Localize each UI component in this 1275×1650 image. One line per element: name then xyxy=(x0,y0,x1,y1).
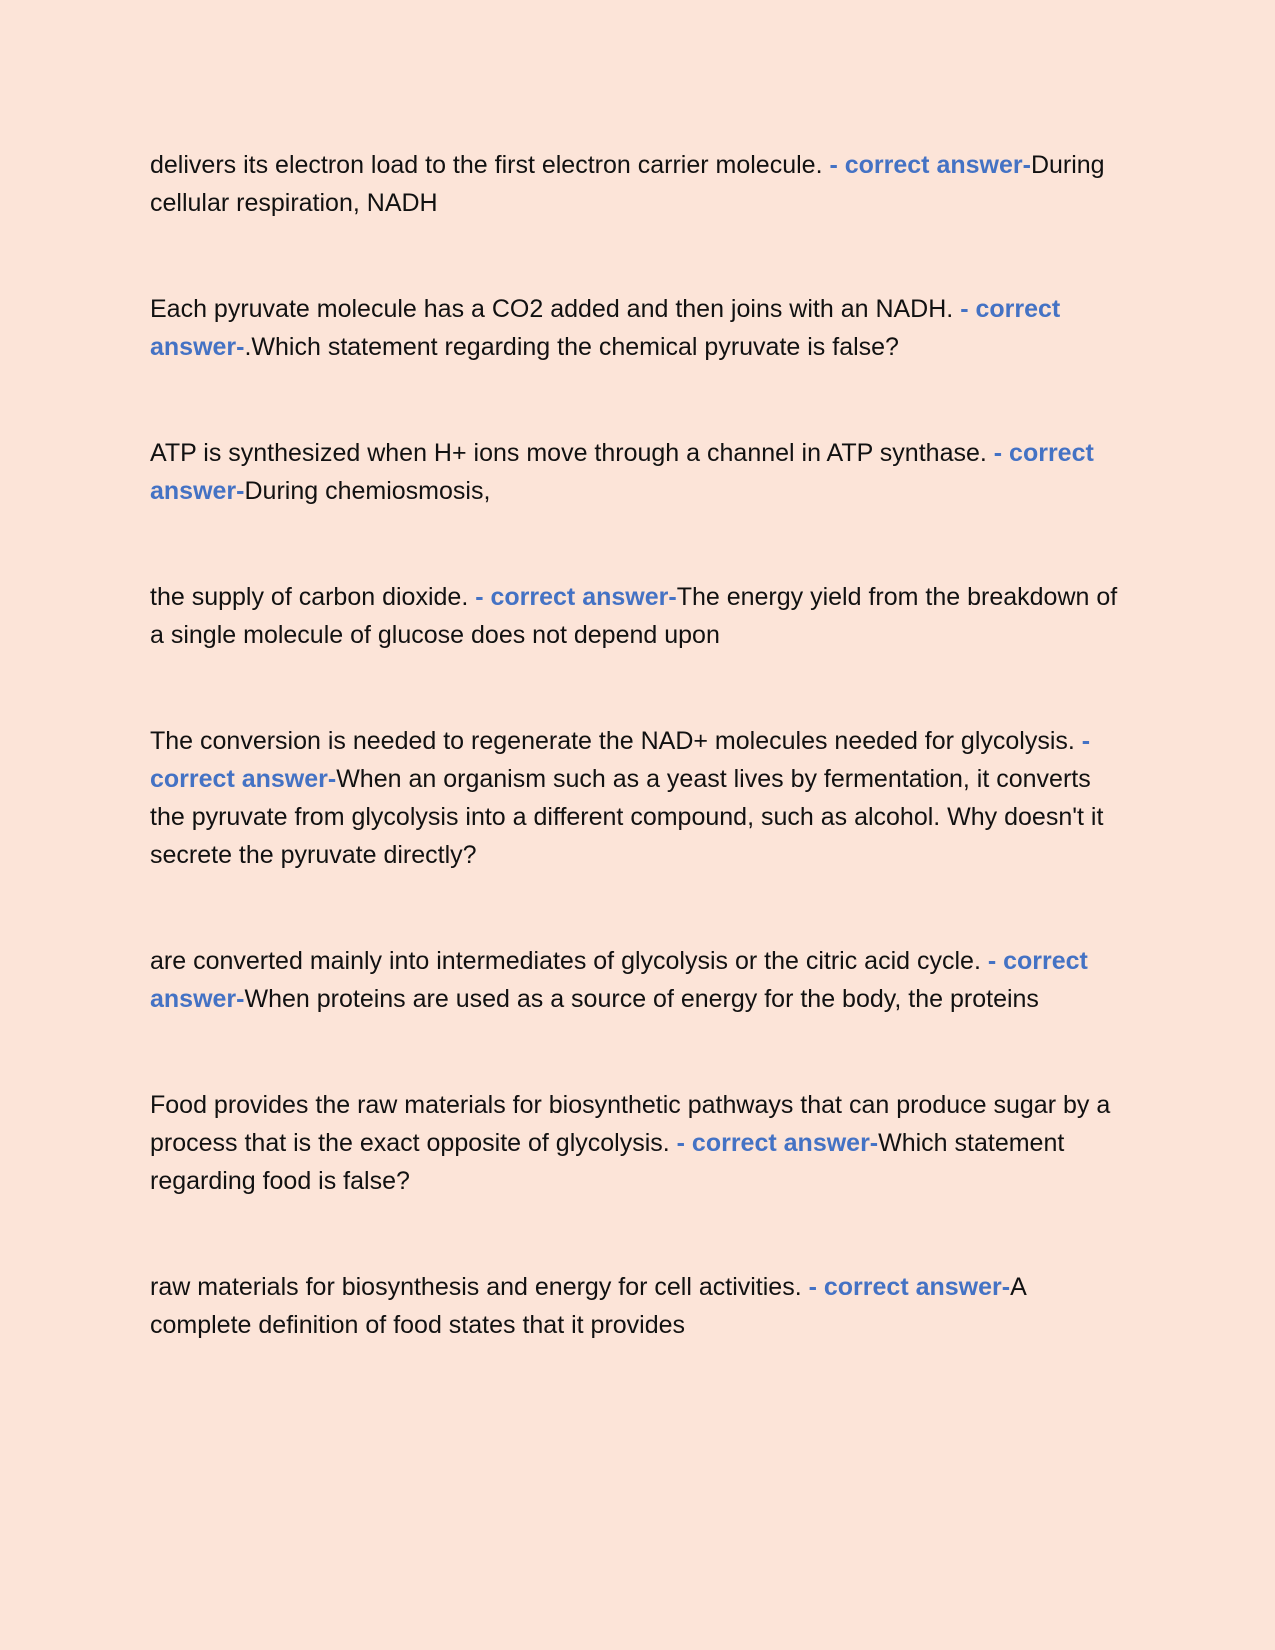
qa-entry-7 xyxy=(150,1086,1125,1200)
correct-answer-marker: - correct answer- xyxy=(150,295,1061,361)
qa-entry-8 xyxy=(150,1268,1125,1344)
answer-text: Each pyruvate molecule has a CO2 added and then joins with an NADH. xyxy=(150,295,961,323)
answer-text: the supply of carbon dioxide. xyxy=(150,583,476,611)
correct-answer-marker: - correct answer- xyxy=(829,151,1031,179)
correct-answer-marker: - correct answer- xyxy=(676,1129,879,1157)
qa-entry-2 xyxy=(150,290,1125,366)
correct-answer-marker: - correct answer- xyxy=(808,1273,1011,1301)
question-text: The energy yield from the breakdown of a single molecule of glucose does not depend upon xyxy=(150,583,1118,649)
question-text: A complete definition of food states that it provides xyxy=(150,1273,1026,1339)
qa-entry-1 xyxy=(150,146,1125,222)
answer-text: delivers its electron load to the first electron carrier molecule. xyxy=(150,151,830,179)
answer-text: Food provides the raw materials for biosynthetic pathways that can produce sugar by a process that is the exact opposite of glycolysis. xyxy=(150,1091,1111,1157)
answer-text: The conversion is needed to regenerate the NAD+ molecules needed for glycolysis. xyxy=(150,727,1082,755)
correct-answer-marker: - correct answer- xyxy=(150,727,1091,793)
qa-entry-4 xyxy=(150,578,1125,654)
answer-text: ATP is synthesized when H+ ions move through a channel in ATP synthase. xyxy=(150,439,994,467)
question-text: When an organism such as a yeast lives by fermentation, it converts the pyruvate from glycolysis into a different compound, such as alcohol. Why doesn't it secrete the pyruvate directly? xyxy=(150,765,1104,869)
correct-answer-marker: - correct answer- xyxy=(150,439,1094,505)
qa-entry-6 xyxy=(150,942,1125,1018)
qa-entry-3 xyxy=(150,434,1125,510)
question-text: .Which statement regarding the chemical pyruvate is false? xyxy=(244,333,899,361)
correct-answer-marker: - correct answer- xyxy=(475,583,677,611)
question-text: When proteins are used as a source of energy for the body, the proteins xyxy=(244,985,1039,1013)
question-text: Which statement regarding food is false? xyxy=(150,1129,1065,1195)
answer-text: raw materials for biosynthesis and energy for cell activities. xyxy=(150,1273,809,1301)
question-text: During cellular respiration, NADH xyxy=(150,151,1105,217)
correct-answer-marker: - correct answer- xyxy=(150,947,1088,1013)
qa-entry-5 xyxy=(150,722,1125,874)
answer-text: are converted mainly into intermediates of glycolysis or the citric acid cycle. xyxy=(150,947,988,975)
question-text: During chemiosmosis, xyxy=(244,477,491,505)
